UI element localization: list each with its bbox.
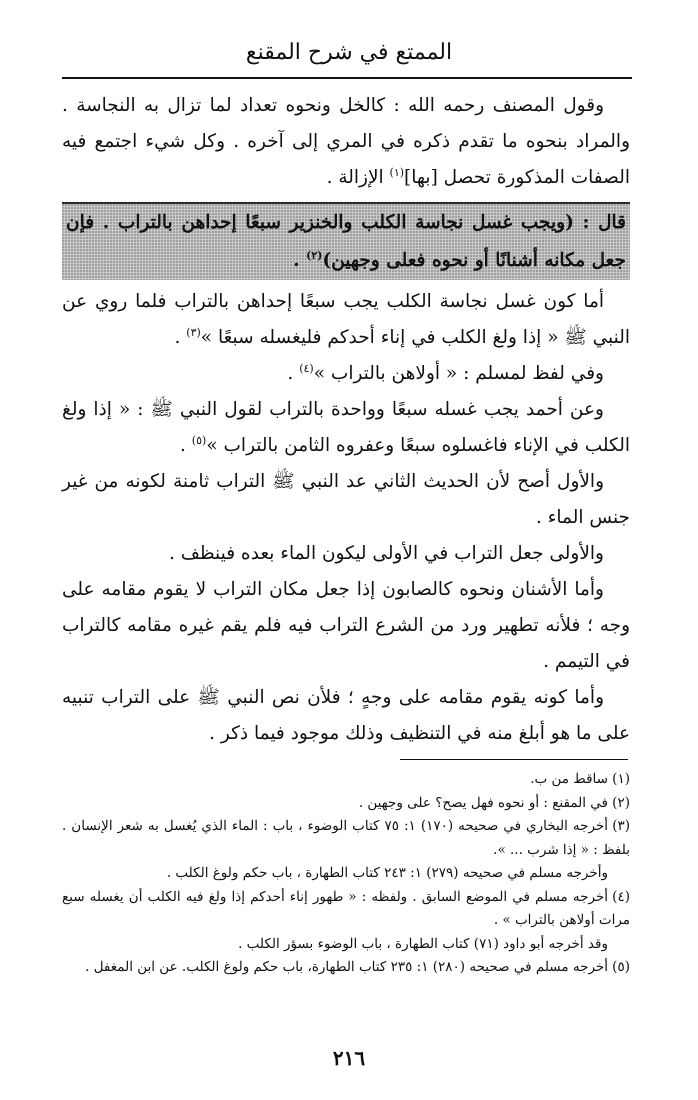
footnote-separator <box>400 759 628 760</box>
footnote-4-number: (٤) <box>612 888 630 905</box>
page-number: ٢١٦ <box>332 1046 366 1070</box>
footnote-3 <box>62 815 630 862</box>
footnote-1 <box>62 768 630 792</box>
matn-quote-text: قال : (ويجب غسل نجاسة الكلب والخنزير سبعًا إحداهن بالتراب . فإن جعل مكانه أشنانًا أو نحوه فعلى وجهين) <box>66 212 626 271</box>
paragraph-4-end: . <box>180 435 192 456</box>
paragraph-3 <box>62 356 630 392</box>
footnote-4-continuation: وقد أخرجه أبو داود (٧١) كتاب الطهارة ، باب الوضوء بسؤر الكلب . <box>238 935 608 952</box>
matn-quote-box <box>62 202 630 280</box>
footnote-2-number: (٢) <box>612 794 630 811</box>
paragraph-7: وأما الأشنان ونحوه كالصابون إذا جعل مكان التراب لا يقوم مقامه على وجه ؛ فلأنه تطهير ورد من الشرع التراب فيه فلم يقم غيره مقامه كالتراب في التيمم . <box>62 579 630 672</box>
main-text <box>62 88 630 752</box>
footnote-ref-1[interactable]: (١) <box>389 165 405 179</box>
paragraph-4 <box>62 392 630 464</box>
matn-quote-end: . <box>293 250 307 271</box>
page-header-title: الممتع في شرح المقنع <box>245 40 453 65</box>
footnote-3-number: (٣) <box>612 818 631 834</box>
paragraph-2-text: أما كون غسل نجاسة الكلب يجب سبعًا إحداهن بالتراب فلما روي عن النبي ﷺ « إذا ولغ الكلب في إناء أحدكم فليغسله سبعًا » <box>62 291 630 348</box>
footnote-ref-5[interactable]: (٥) <box>191 433 207 447</box>
paragraph-3-end: . <box>287 363 300 384</box>
paragraph-1-text: وقول المصنف رحمه الله : كالخل ونحوه تعداد لما تزال به النجاسة . والمراد بنحوه ما تقدم ذكره في المري إلى آخره . وكل شيء اجتمع فيه الصفات المذكورة تحصل [بها] <box>62 95 630 188</box>
footnote-4-text: أخرجه مسلم في الموضع السابق . ولفظه : « طهور إناء أحدكم إذا ولغ فيه الكلب أن يغسله سبع مرات أولاهن بالتراب » . <box>62 888 630 928</box>
paragraph-6: والأولى جعل التراب في الأولى ليكون الماء بعده فينظف . <box>168 543 604 564</box>
paragraph-4-text: وعن أحمد يجب غسله سبعًا وواحدة بالتراب لقول النبي ﷺ : « إذا ولغ الكلب في الإناء فاغسلوه سبعًا وعفروه الثامن بالتراب » <box>62 399 630 456</box>
paragraph-3-text: وفي لفظ لمسلم : « أولاهن بالتراب » <box>313 363 604 384</box>
footnotes <box>62 768 630 980</box>
footnote-5-text: أخرجه مسلم في صحيحه (٢٨٠) ١: ٢٣٥ كتاب الطهارة، باب حكم ولوغ الكلب. عن ابن المغفل . <box>85 959 608 975</box>
footnote-2-text: في المقنع : أو نحوه فهل يصح؟ على وجهين . <box>358 794 608 811</box>
paragraph-2 <box>62 284 630 356</box>
footnote-3-text: أخرجه البخاري في صحيحه (١٧٠) ١: ٧٥ كتاب الوضوء ، باب : الماء الذي يُغسل به شعر الإنسان . بلفظ : « إذا شرب ... ». <box>62 818 630 858</box>
paragraph-1-end: الإزالة . <box>326 167 390 188</box>
footnote-3-continuation: وأخرجه مسلم في صحيحه (٢٧٩) ١: ٢٤٣ كتاب الطهارة ، باب حكم ولوغ الكلب . <box>166 865 608 881</box>
footnote-1-text: ساقط من ب. <box>530 771 608 787</box>
paragraph-2-end: . <box>174 327 187 348</box>
footnote-2 <box>62 792 630 816</box>
header-rule <box>62 77 632 79</box>
footnote-ref-4[interactable]: (٤) <box>299 361 314 375</box>
footnote-5 <box>62 956 630 980</box>
paragraph-5: والأول أصح لأن الحديث الثاني عد النبي ﷺ التراب ثامنة لكونه من غير جنس الماء . <box>62 471 630 528</box>
paragraph-1 <box>62 88 630 196</box>
footnote-1-number: (١) <box>612 771 630 787</box>
footnote-ref-2[interactable]: (٢) <box>306 248 323 262</box>
footnote-4 <box>62 886 630 933</box>
footnote-ref-3[interactable]: (٣) <box>186 325 201 339</box>
footnote-5-number: (٥) <box>612 959 630 975</box>
paragraph-8: وأما كونه يقوم مقامه على وجهٍ ؛ فلأن نص النبي ﷺ على التراب تنبيه على ما هو أبلغ منه في التنظيف وذلك موجود فيما ذكر . <box>62 687 630 744</box>
